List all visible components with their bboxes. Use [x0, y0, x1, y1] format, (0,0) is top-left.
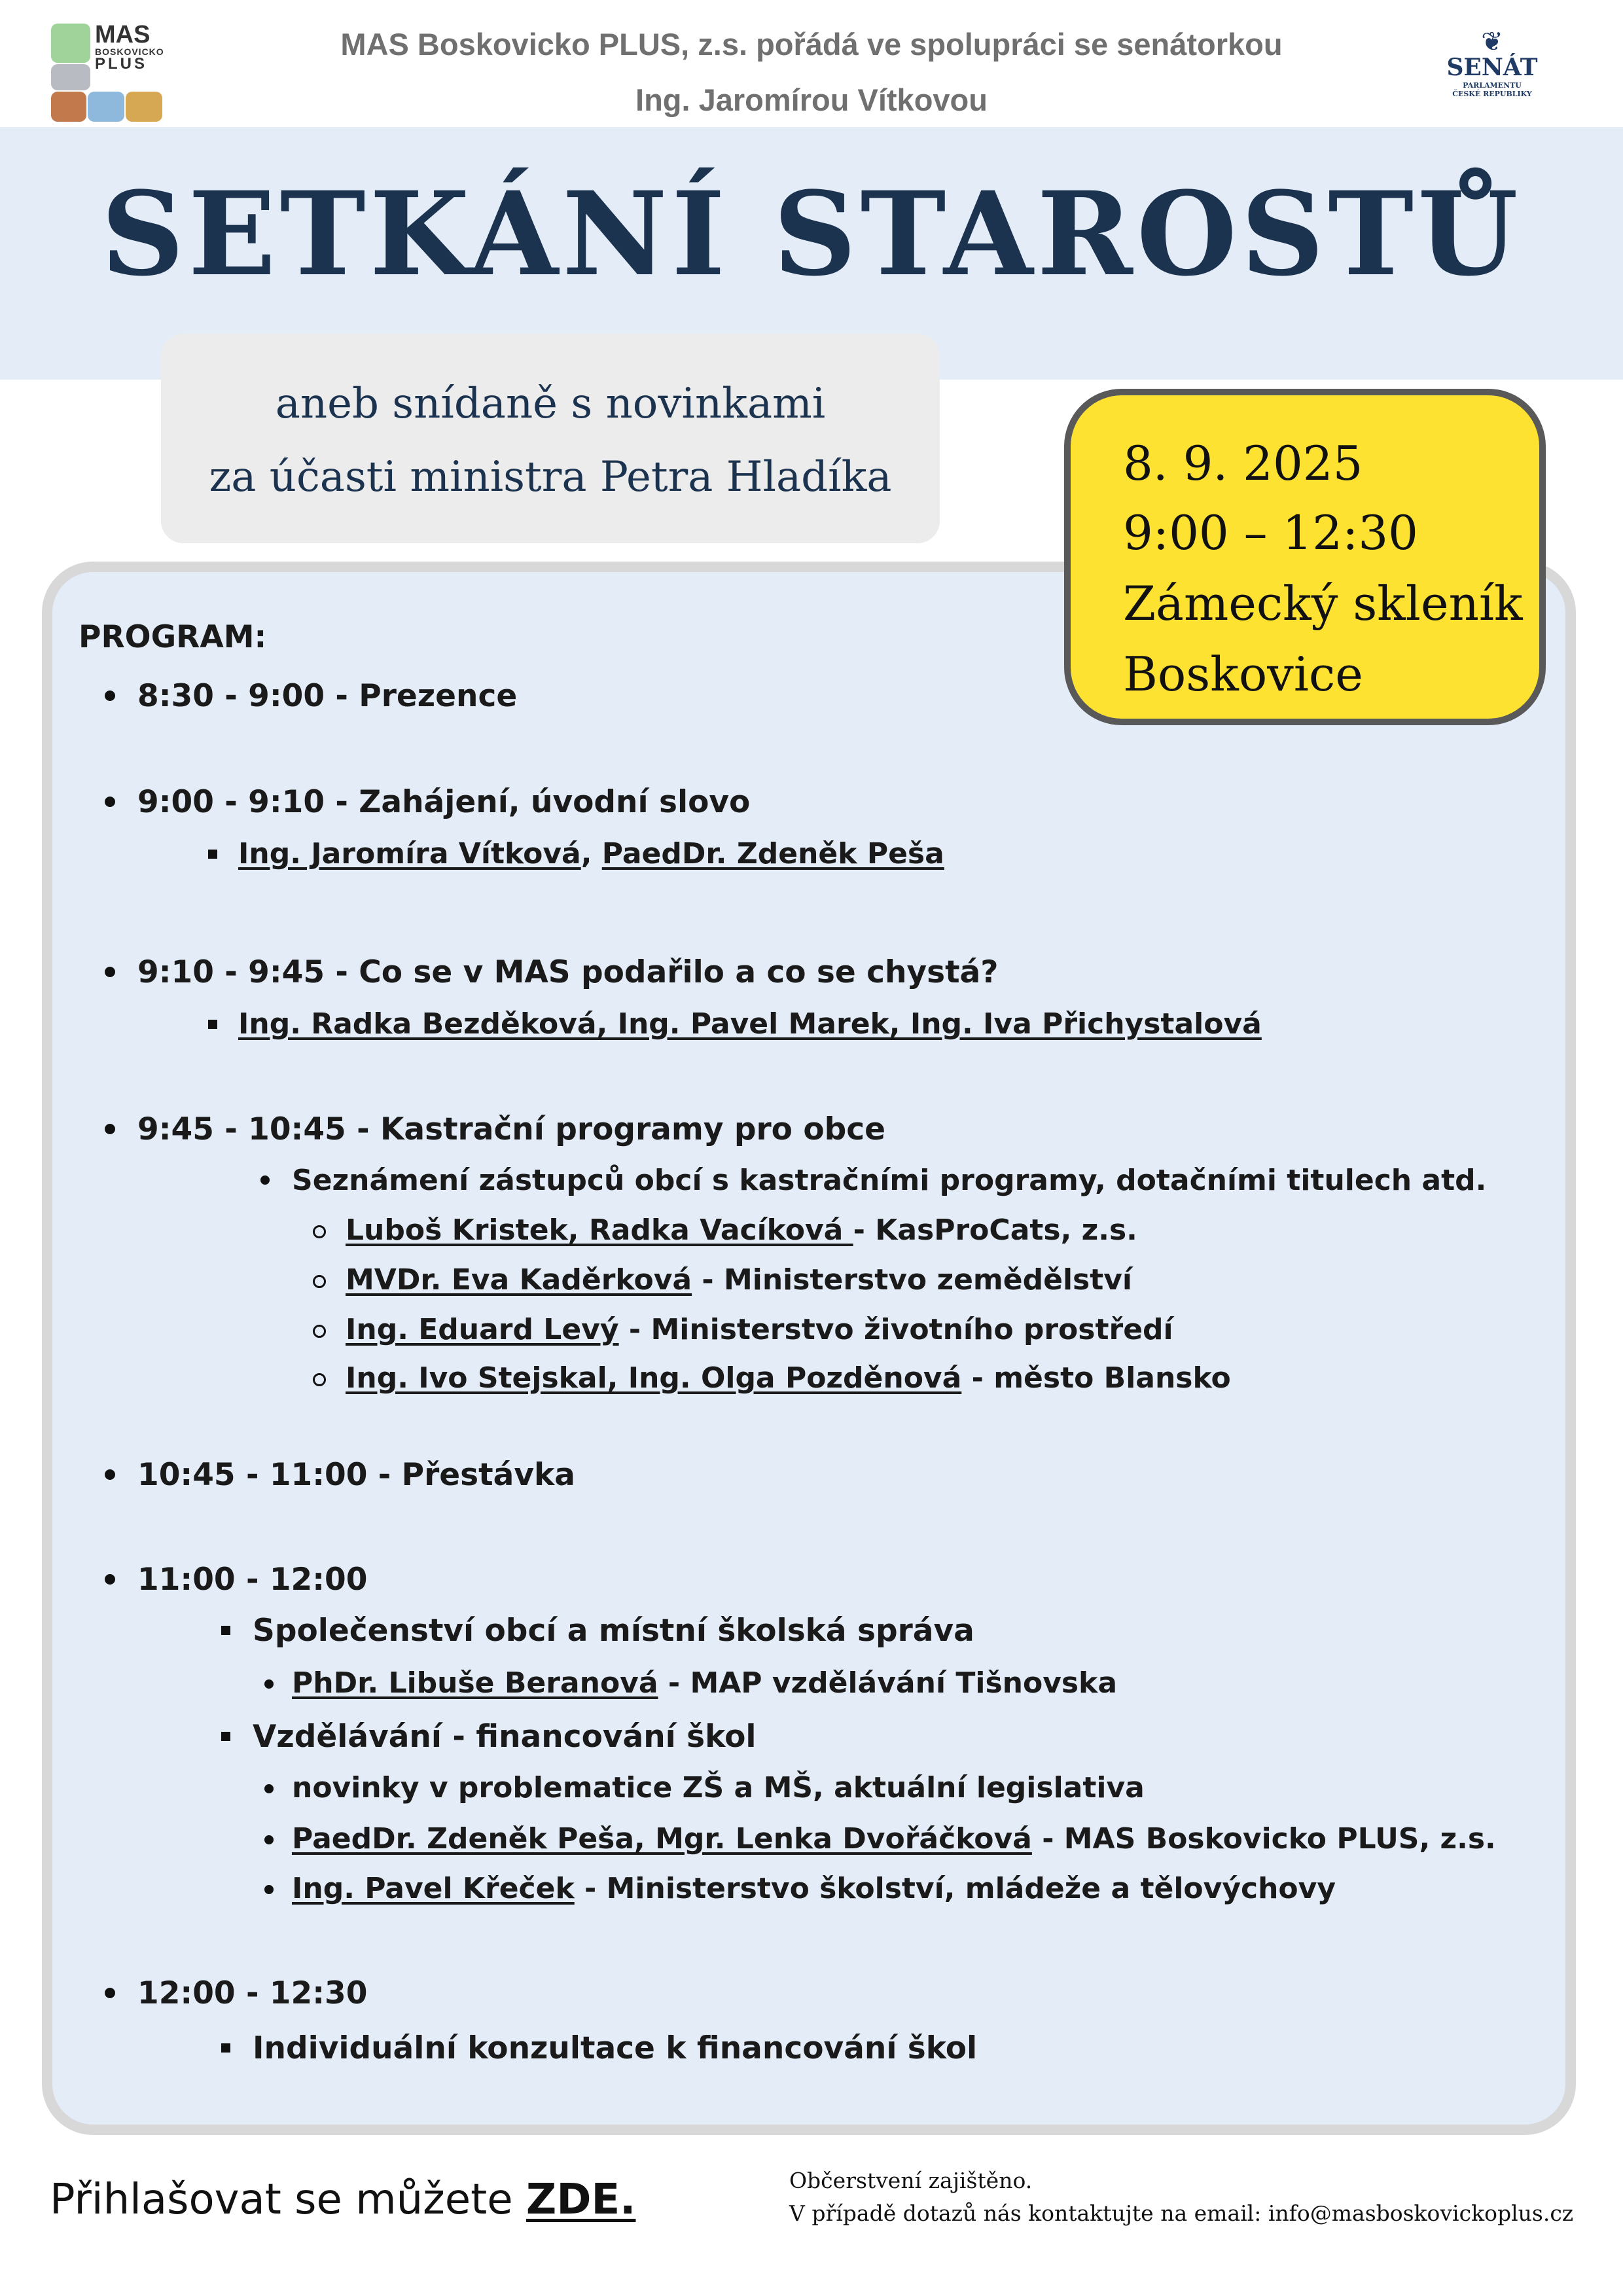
- subtitle-line-1: aneb snídaně s novinkami: [275, 380, 826, 428]
- event-info-box: [1064, 389, 1546, 725]
- ring-bullet-icon: [313, 1225, 326, 1238]
- mas-logo-text: [95, 22, 164, 72]
- square-bullet-icon: [221, 1626, 230, 1635]
- senat-logo-name: SENÁT: [1446, 54, 1538, 81]
- speaker-separator: ,: [580, 837, 592, 870]
- event-city: Boskovice: [1123, 647, 1363, 702]
- puzzle-piece-icon: [51, 24, 90, 63]
- program-item-topic: Seznámení zástupců obcí s kastračními programy, dotačními titulech atd.: [292, 1164, 1487, 1197]
- speaker-line: [346, 1213, 1137, 1247]
- event-venue: Zámecký skleník: [1123, 576, 1523, 631]
- speaker-line: [346, 1361, 1231, 1395]
- speaker-org: - Ministerstvo školství, mládeže a tělovýchovy: [574, 1872, 1336, 1905]
- program-item-topic: Individuální konzultace k financování škol: [253, 2030, 978, 2066]
- program-item-speakers: [238, 837, 944, 870]
- bullet-icon: [105, 1988, 115, 1998]
- speaker-line: [346, 1313, 1173, 1346]
- puzzle-piece-icon: [51, 92, 86, 122]
- speaker-org: - KasProCats, z.s.: [853, 1213, 1137, 1247]
- speaker-org: - Ministerstvo životního prostředí: [618, 1313, 1173, 1346]
- organizer-line-2-text: Ing. Jaromírou Vítkovou: [635, 82, 988, 117]
- bullet-icon: [105, 1469, 115, 1480]
- subtitle-line-2: za účasti ministra Petra Hladíka: [209, 453, 892, 501]
- speaker-line: [346, 1263, 1133, 1297]
- registration-link[interactable]: ZDE.: [526, 2176, 636, 2224]
- speaker-name: PaedDr. Zdeněk Peša: [601, 837, 944, 870]
- speaker-name: PaedDr. Zdeněk Peša, Mgr. Lenka Dvořáčková: [292, 1822, 1032, 1856]
- square-bullet-icon: [221, 1732, 230, 1741]
- bullet-icon: [105, 797, 115, 807]
- page-title: SETKÁNÍ STAROSTŮ: [101, 166, 1522, 302]
- speaker-name: PhDr. Libuše Beranová: [292, 1666, 658, 1700]
- senat-logo-sub-1: PARLAMENTU: [1463, 81, 1522, 90]
- refreshments-note: Občerstvení zajištěno.: [789, 2168, 1033, 2193]
- speaker-name: Ing. Eduard Levý: [346, 1313, 619, 1346]
- senat-logo: [1440, 29, 1544, 127]
- bullet-icon: [264, 1835, 274, 1844]
- speaker-org: - MAP vzdělávání Tišnovska: [658, 1666, 1118, 1700]
- speaker-name: Ing. Pavel Křeček: [292, 1872, 575, 1905]
- contact-note: V případě dotazů nás kontaktujte na email: info@masboskovickoplus.cz: [789, 2200, 1574, 2226]
- ring-bullet-icon: [313, 1373, 326, 1386]
- program-item-time: 9:10 - 9:45 - Co se v MAS podařilo a co se chystá?: [137, 954, 999, 990]
- mas-logo-sub: BOSKOVICKO: [95, 46, 164, 57]
- speaker-name: Ing. Ivo Stejskal, Ing. Olga Pozděnová: [346, 1361, 962, 1395]
- speaker-name: MVDr. Eva Kaděrková: [346, 1263, 692, 1297]
- mas-logo-plus: PLUS: [95, 55, 148, 73]
- puzzle-piece-icon: [88, 92, 124, 122]
- speaker-line: [292, 1822, 1496, 1856]
- senat-logo-sub-2: ČESKÉ REPUBLIKY: [1452, 89, 1532, 98]
- program-item-time: 8:30 - 9:00 - Prezence: [137, 678, 518, 714]
- event-date: 8. 9. 2025: [1123, 436, 1363, 491]
- event-time: 9:00 – 12:30: [1123, 505, 1418, 560]
- speaker-org: - Ministerstvo zemědělství: [692, 1263, 1133, 1297]
- speaker-org: - město Blansko: [961, 1361, 1231, 1395]
- senat-logo-sub: [1440, 81, 1544, 98]
- registration-text: Přihlašovat se můžete: [50, 2176, 526, 2224]
- speaker-name: Ing. Jaromíra Vítková: [238, 837, 581, 870]
- bullet-icon: [105, 1124, 115, 1134]
- program-item-time: 9:45 - 10:45 - Kastrační programy pro obce: [137, 1111, 886, 1147]
- program-block-title: Společenství obcí a místní školská správa: [253, 1613, 974, 1649]
- puzzle-piece-icon: [51, 64, 90, 90]
- puzzle-piece-icon: [126, 92, 162, 122]
- program-heading: PROGRAM:: [79, 619, 267, 655]
- program-item-time: 9:00 - 9:10 - Zahájení, úvodní slovo: [137, 784, 751, 820]
- program-item-speakers: Ing. Radka Bezděková, Ing. Pavel Marek, Ing. Iva Přichystalová: [238, 1007, 1262, 1041]
- square-bullet-icon: [208, 1020, 217, 1029]
- program-item-time: 10:45 - 11:00 - Přestávka: [137, 1457, 575, 1493]
- organizer-line-1-text: MAS Boskovicko PLUS, z.s. pořádá ve spolupráci se senátorkou: [340, 27, 1283, 62]
- speaker-line: [292, 1666, 1118, 1700]
- program-item-time: 12:00 - 12:30: [137, 1975, 368, 2011]
- square-bullet-icon: [208, 850, 217, 859]
- lion-emblem-icon: ❦: [1481, 27, 1503, 57]
- bullet-icon: [260, 1175, 270, 1185]
- ring-bullet-icon: [313, 1275, 326, 1288]
- program-block-title: Vzdělávání - financování škol: [253, 1719, 757, 1755]
- speaker-org: - MAS Boskovicko PLUS, z.s.: [1031, 1822, 1496, 1856]
- speaker-line: [292, 1874, 1336, 1903]
- bullet-icon: [264, 1784, 274, 1793]
- program-block-note: novinky v problematice ZŠ a MŠ, aktuální legislativa: [292, 1771, 1145, 1804]
- speaker-name: Luboš Kristek, Radka Vacíková: [346, 1213, 853, 1247]
- bullet-icon: [264, 1679, 274, 1689]
- bullet-icon: [105, 691, 115, 701]
- bullet-icon: [264, 1885, 274, 1894]
- bullet-icon: [105, 1574, 115, 1585]
- registration-line: [50, 2176, 635, 2224]
- program-item-time: 11:00 - 12:00: [137, 1562, 368, 1598]
- mas-logo-name: MAS: [95, 21, 151, 48]
- square-bullet-icon: [221, 2043, 230, 2053]
- ring-bullet-icon: [313, 1325, 326, 1338]
- bullet-icon: [105, 967, 115, 977]
- subtitle-box: [161, 334, 940, 543]
